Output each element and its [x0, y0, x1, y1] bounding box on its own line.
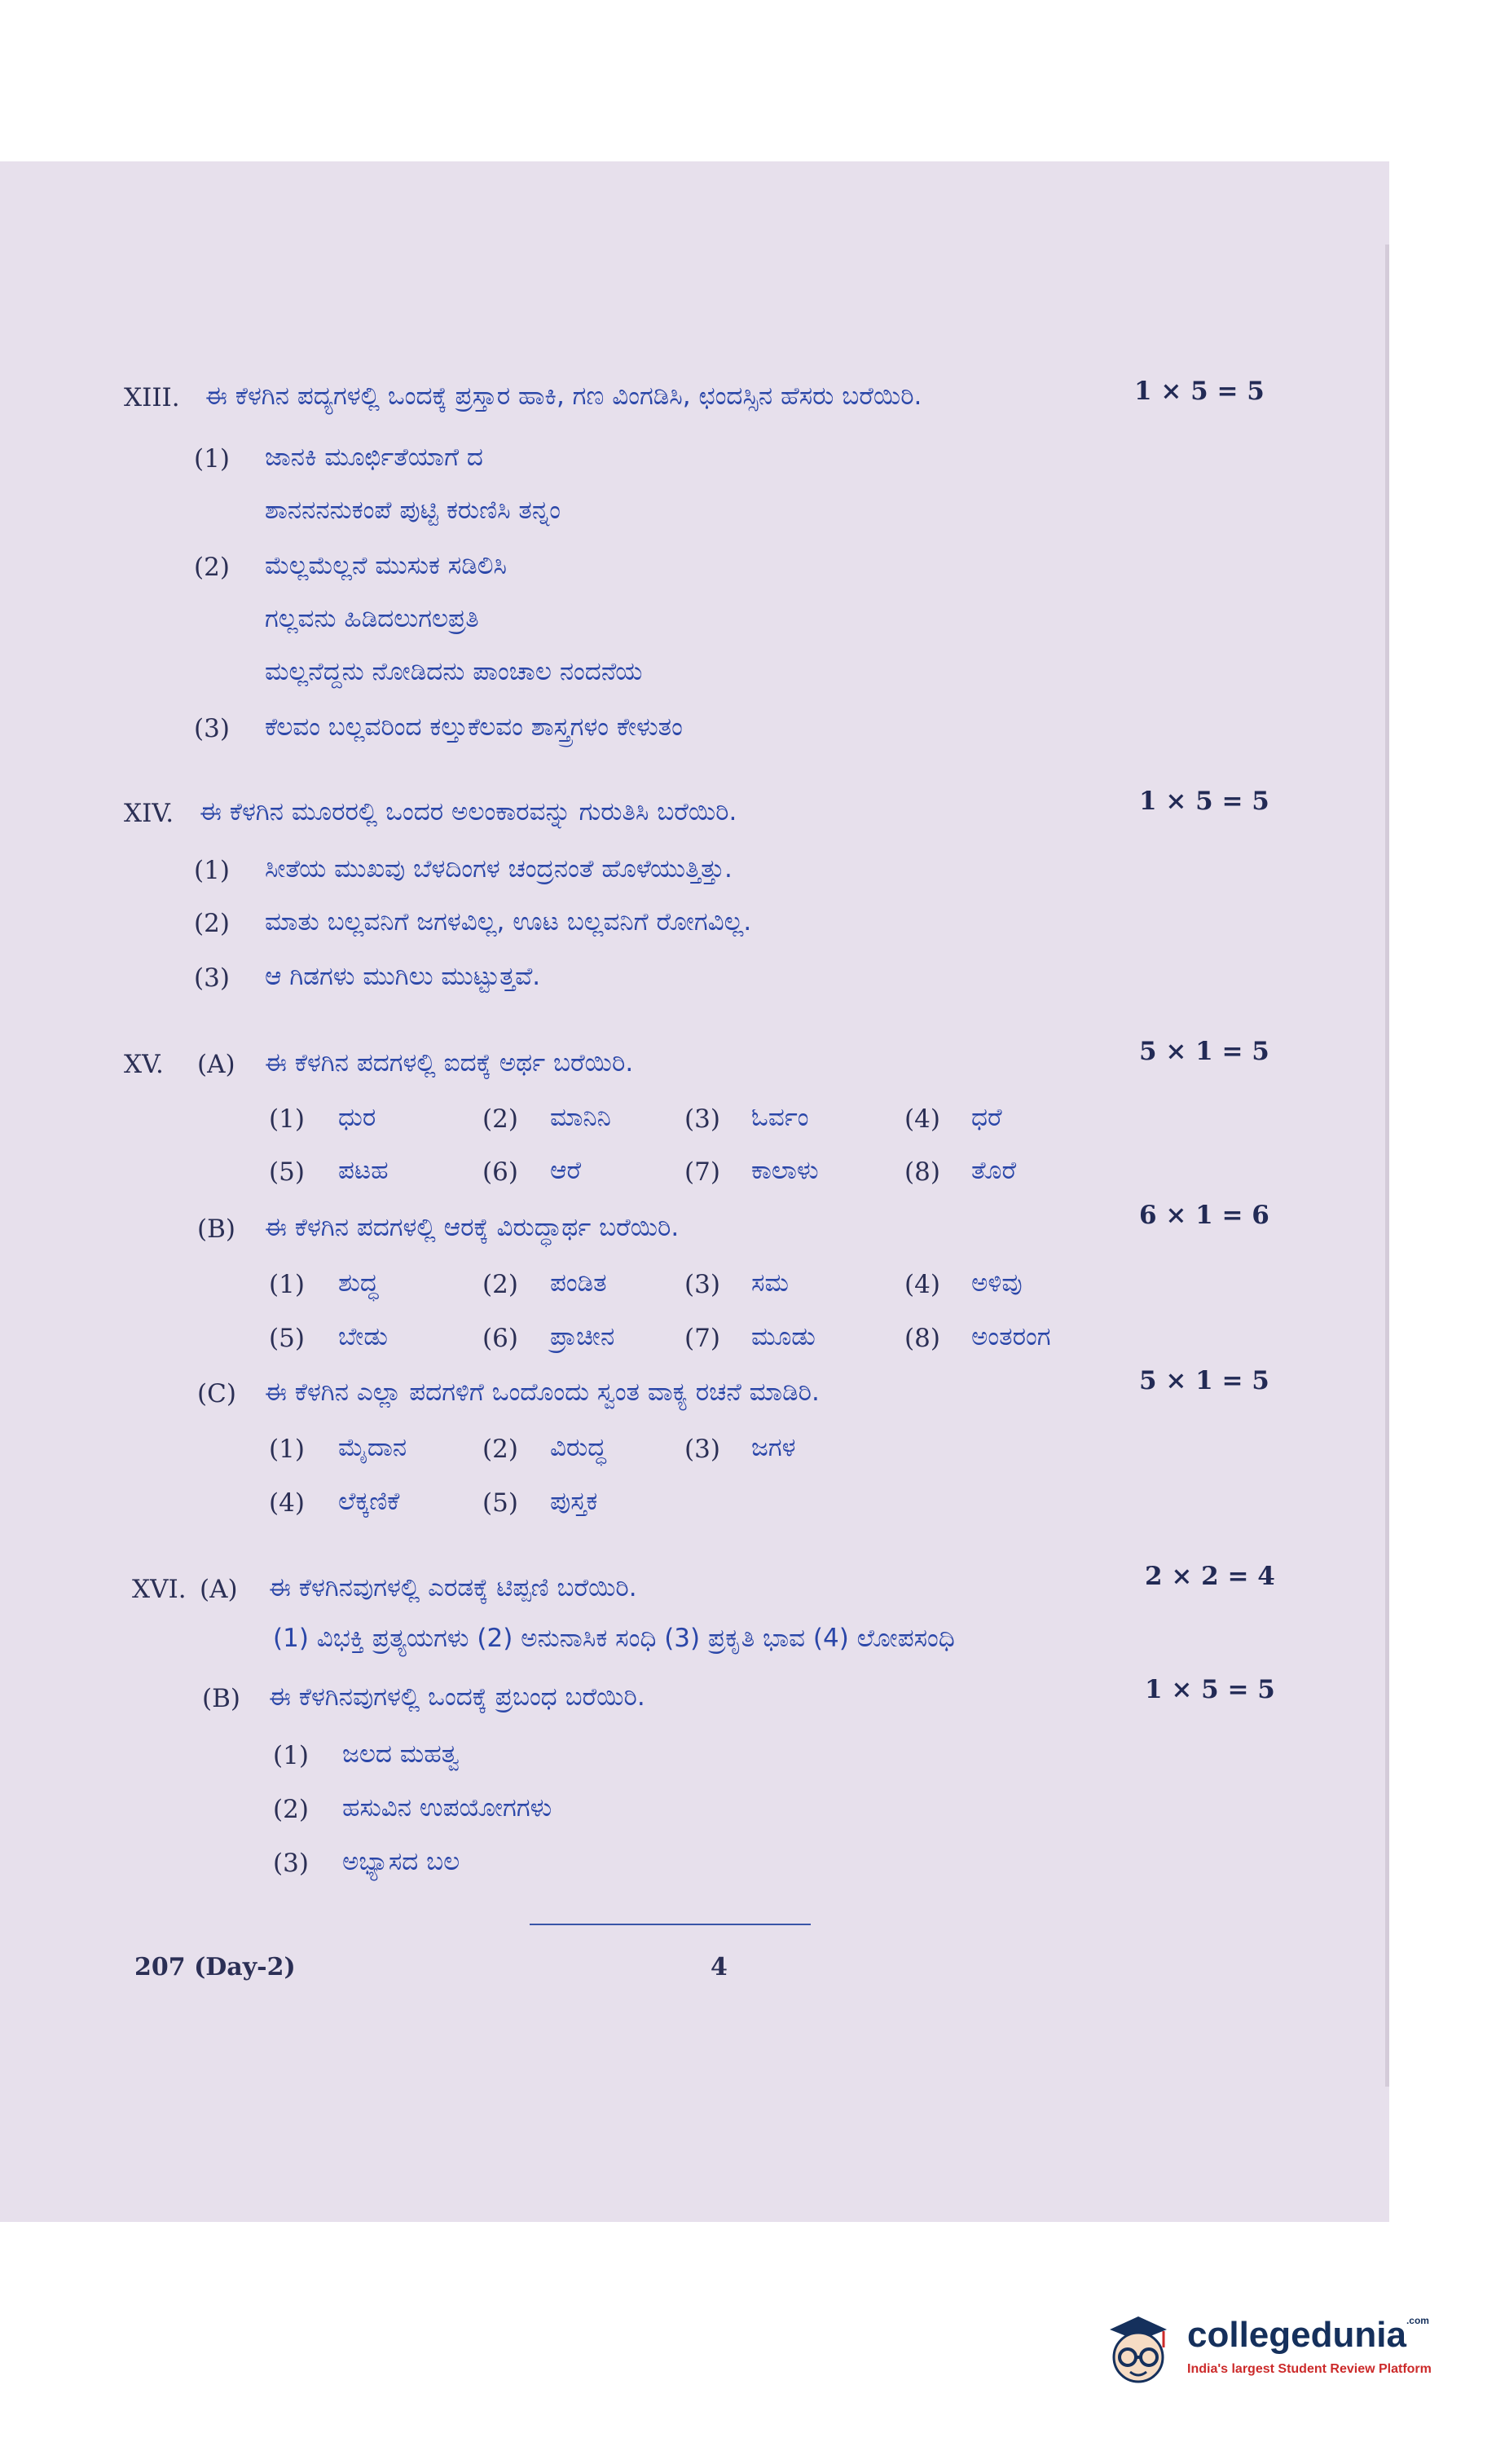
q15c-word-5-number: (5): [482, 1488, 518, 1518]
q15b-word-5-number: (5): [269, 1324, 305, 1353]
q15b-word-6-number: (6): [482, 1324, 518, 1353]
q15a-word-5: ಪಟಹ: [338, 1156, 389, 1185]
q16a-topics: (1) ವಿಭಕ್ತಿ ಪ್ರತ್ಯಯಗಳು (2) ಅನುನಾಸಿಕ ಸಂಧಿ (3) ಪ್ರಕೃತಿ ಭಾವ (4) ಲೋಪಸಂಧಿ: [273, 1624, 955, 1653]
q16b-item-2-number: (2): [273, 1795, 309, 1824]
q16b-item-1-number: (1): [273, 1741, 309, 1770]
q15b-word-2-number: (2): [482, 1270, 518, 1299]
q15b-word-3: ಸಮ: [751, 1268, 789, 1298]
q15a-word-7-number: (7): [684, 1157, 720, 1187]
q15a-word-1: ಧುರ: [338, 1103, 376, 1132]
q13-instruction: ಈ ಕೆಳಗಿನ ಪದ್ಯಗಳಲ್ಲಿ ಒಂದಕ್ಕೆ ಪ್ರಸ್ತಾರ ಹಾಕಿ, ಗಣ ವಿಂಗಡಿಸಿ, ಛಂದಸ್ಸಿನ ಹೆಸರು ಬರೆಯಿರಿ.: [205, 381, 922, 411]
page-number: 4: [711, 1953, 728, 1981]
q14-item-3-number: (3): [194, 963, 230, 993]
q13-number: XIII.: [124, 383, 180, 412]
q15b-label: (B): [197, 1214, 235, 1244]
q15b-word-3-number: (3): [684, 1270, 720, 1299]
q15a-word-4-number: (4): [904, 1104, 940, 1134]
q16a-instruction: ಈ ಕೆಳಗಿನವುಗಳಲ್ಲಿ ಎರಡಕ್ಕೆ ಟಿಪ್ಪಣಿ ಬರೆಯಿರಿ.: [269, 1573, 637, 1602]
q15b-word-4: ಅಳಿವು: [971, 1268, 1023, 1298]
q15a-label: (A): [197, 1050, 235, 1079]
q14-item-3-text: ಆ ಗಿಡಗಳು ಮುಗಿಲು ಮುಟ್ಟುತ್ತವೆ.: [265, 962, 541, 991]
q15b-marks: 6 × 1 = 6: [1139, 1201, 1269, 1230]
q15c-word-4-number: (4): [269, 1488, 305, 1518]
q16b-item-1: ಜಲದ ಮಹತ್ವ: [342, 1739, 460, 1769]
q14-instruction: ಈ ಕೆಳಗಿನ ಮೂರರಲ್ಲಿ ಒಂದರ ಅಲಂಕಾರವನ್ನು ಗುರುತಿಸಿ ಬರೆಯಿರಿ.: [200, 797, 737, 826]
q15b-word-6: ಪ್ರಾಚೀನ: [550, 1322, 615, 1351]
q15c-word-2: ವಿರುದ್ಧ: [550, 1433, 606, 1462]
q15c-word-3: ಜಗಳ: [751, 1433, 796, 1462]
q14-number: XIV.: [124, 799, 174, 828]
q15b-word-8-number: (8): [904, 1324, 940, 1353]
q13-item-1-line-2: ಶಾನನನನುಕಂಪೆ ಪುಟ್ಟಿ ಕರುಣಿಸಿ ತನ್ನಂ: [265, 496, 561, 525]
q15c-instruction: ಈ ಕೆಳಗಿನ ಎಲ್ಲಾ ಪದಗಳಿಗೆ ಒಂದೊಂದು ಸ್ವಂತ ವಾಕ್ಯ ರಚನೆ ಮಾಡಿರಿ.: [265, 1377, 820, 1407]
q14-item-1-number: (1): [194, 856, 230, 885]
q15a-word-3-number: (3): [684, 1104, 720, 1134]
q15a-marks: 5 × 1 = 5: [1139, 1037, 1269, 1066]
q15b-word-7-number: (7): [684, 1324, 720, 1353]
q16-number: XVI.: [132, 1575, 187, 1604]
q14-marks: 1 × 5 = 5: [1139, 787, 1269, 816]
q13-item-3-line-1: ಕೆಲವಂ ಬಲ್ಲವರಿಂದ ಕಲ್ತುಕೆಲವಂ ಶಾಸ್ತ್ರಗಳಂ ಕೇಳುತಂ: [265, 712, 683, 742]
q15a-word-8: ತೊರೆ: [971, 1156, 1017, 1185]
q16a-marks: 2 × 2 = 4: [1145, 1562, 1275, 1591]
q15a-word-1-number: (1): [269, 1104, 305, 1134]
q14-item-1-text: ಸೀತೆಯ ಮುಖವು ಬೆಳದಿಂಗಳ ಚಂದ್ರನಂತೆ ಹೊಳೆಯುತ್ತಿತ್ತು.: [265, 854, 733, 884]
q16b-item-3-number: (3): [273, 1849, 309, 1878]
q14-item-2-number: (2): [194, 909, 230, 938]
q15a-word-2-number: (2): [482, 1104, 518, 1134]
logo-tagline: India's largest Student Review Platform: [1187, 2362, 1432, 2376]
q13-marks: 1 × 5 = 5: [1134, 377, 1265, 406]
q13-item-1-line-1: ಜಾನಕಿ ಮೂರ್ಛಿತೆಯಾಗೆ ದ: [265, 443, 483, 472]
q15c-word-1: ಮೈದಾನ: [338, 1433, 407, 1462]
q15b-word-5: ಬೇಡು: [338, 1322, 388, 1351]
q15b-word-4-number: (4): [904, 1270, 940, 1299]
q15b-word-7: ಮೂಡು: [751, 1322, 816, 1351]
q15a-word-4: ಧರೆ: [971, 1103, 1002, 1132]
q13-item-1-number: (1): [194, 444, 230, 474]
q15a-word-7: ಕಾಲಾಳು: [751, 1156, 819, 1185]
q15b-instruction: ಈ ಕೆಳಗಿನ ಪದಗಳಲ್ಲಿ ಆರಕ್ಕೆ ವಿರುದ್ಧಾರ್ಥ ಬರೆಯಿರಿ.: [265, 1213, 680, 1242]
q15a-word-6-number: (6): [482, 1157, 518, 1187]
q15c-word-5: ಪುಸ್ತಕ: [550, 1487, 598, 1516]
q15c-word-1-number: (1): [269, 1435, 305, 1464]
q15a-word-2: ಮಾನಿನಿ: [550, 1103, 611, 1132]
q15a-word-3: ಓರ್ವಂ: [751, 1103, 809, 1132]
q15b-word-2: ಪಂಡಿತ: [550, 1268, 607, 1298]
q16b-marks: 1 × 5 = 5: [1145, 1675, 1275, 1704]
q15c-word-3-number: (3): [684, 1435, 720, 1464]
logo-wordmark: collegedunia$^{.com}$: [1187, 2315, 1429, 2355]
q15c-word-4: ಲೆಕ್ಕಣಿಕೆ: [338, 1487, 400, 1516]
q16b-item-3: ಅಭ್ಯಾಸದ ಬಲ: [342, 1847, 460, 1876]
q16b-instruction: ಈ ಕೆಳಗಿನವುಗಳಲ್ಲಿ ಒಂದಕ್ಕೆ ಪ್ರಬಂಧ ಬರೆಯಿರಿ.: [269, 1682, 645, 1712]
q13-item-2-line-1: ಮೆಲ್ಲಮೆಲ್ಲನೆ ಮುಸುಕ ಸಡಿಲಿಸಿ: [265, 551, 508, 580]
paper-code: 207 (Day-2): [134, 1953, 296, 1981]
q15b-word-8: ಅಂತರಂಗ: [971, 1322, 1051, 1351]
q15b-word-1: ಶುದ್ಧ: [338, 1268, 379, 1298]
q15-number: XV.: [124, 1050, 164, 1079]
mascot-icon: [1093, 2307, 1183, 2396]
q15a-word-8-number: (8): [904, 1157, 940, 1187]
paper-edge: [1385, 245, 1389, 2087]
q13-item-2-number: (2): [194, 553, 230, 582]
q15a-instruction: ಈ ಕೆಳಗಿನ ಪದಗಳಲ್ಲಿ ಐದಕ್ಕೆ ಅರ್ಥ ಬರೆಯಿರಿ.: [265, 1048, 634, 1078]
collegedunia-logo: [1093, 2307, 1444, 2396]
q16a-label: (A): [200, 1575, 238, 1604]
q13-item-2-line-2: ಗಲ್ಲವನು ಹಿಡಿದಲುಗಲಪ್ರತಿ: [265, 604, 479, 633]
q16b-label: (B): [202, 1684, 240, 1713]
q15c-word-2-number: (2): [482, 1435, 518, 1464]
q15b-word-1-number: (1): [269, 1270, 305, 1299]
q15a-word-5-number: (5): [269, 1157, 305, 1187]
q13-item-3-number: (3): [194, 714, 230, 743]
q14-item-2-text: ಮಾತು ಬಲ್ಲವನಿಗೆ ಜಗಳವಿಲ್ಲ, ಊಟ ಬಲ್ಲವನಿಗೆ ರೋಗವಿಲ್ಲ.: [265, 907, 752, 937]
q13-item-2-line-3: ಮಲ್ಲನೆದ್ದನು ನೋಡಿದನು ಪಾಂಚಾಲ ನಂದನೆಯ: [265, 657, 643, 686]
q15a-word-6: ಆರೆ: [550, 1156, 582, 1185]
q16b-item-2: ಹಸುವಿನ ಉಪಯೋಗಗಳು: [342, 1793, 552, 1823]
q15c-label: (C): [197, 1379, 236, 1408]
end-rule: [530, 1924, 811, 1925]
q15c-marks: 5 × 1 = 5: [1139, 1366, 1269, 1395]
